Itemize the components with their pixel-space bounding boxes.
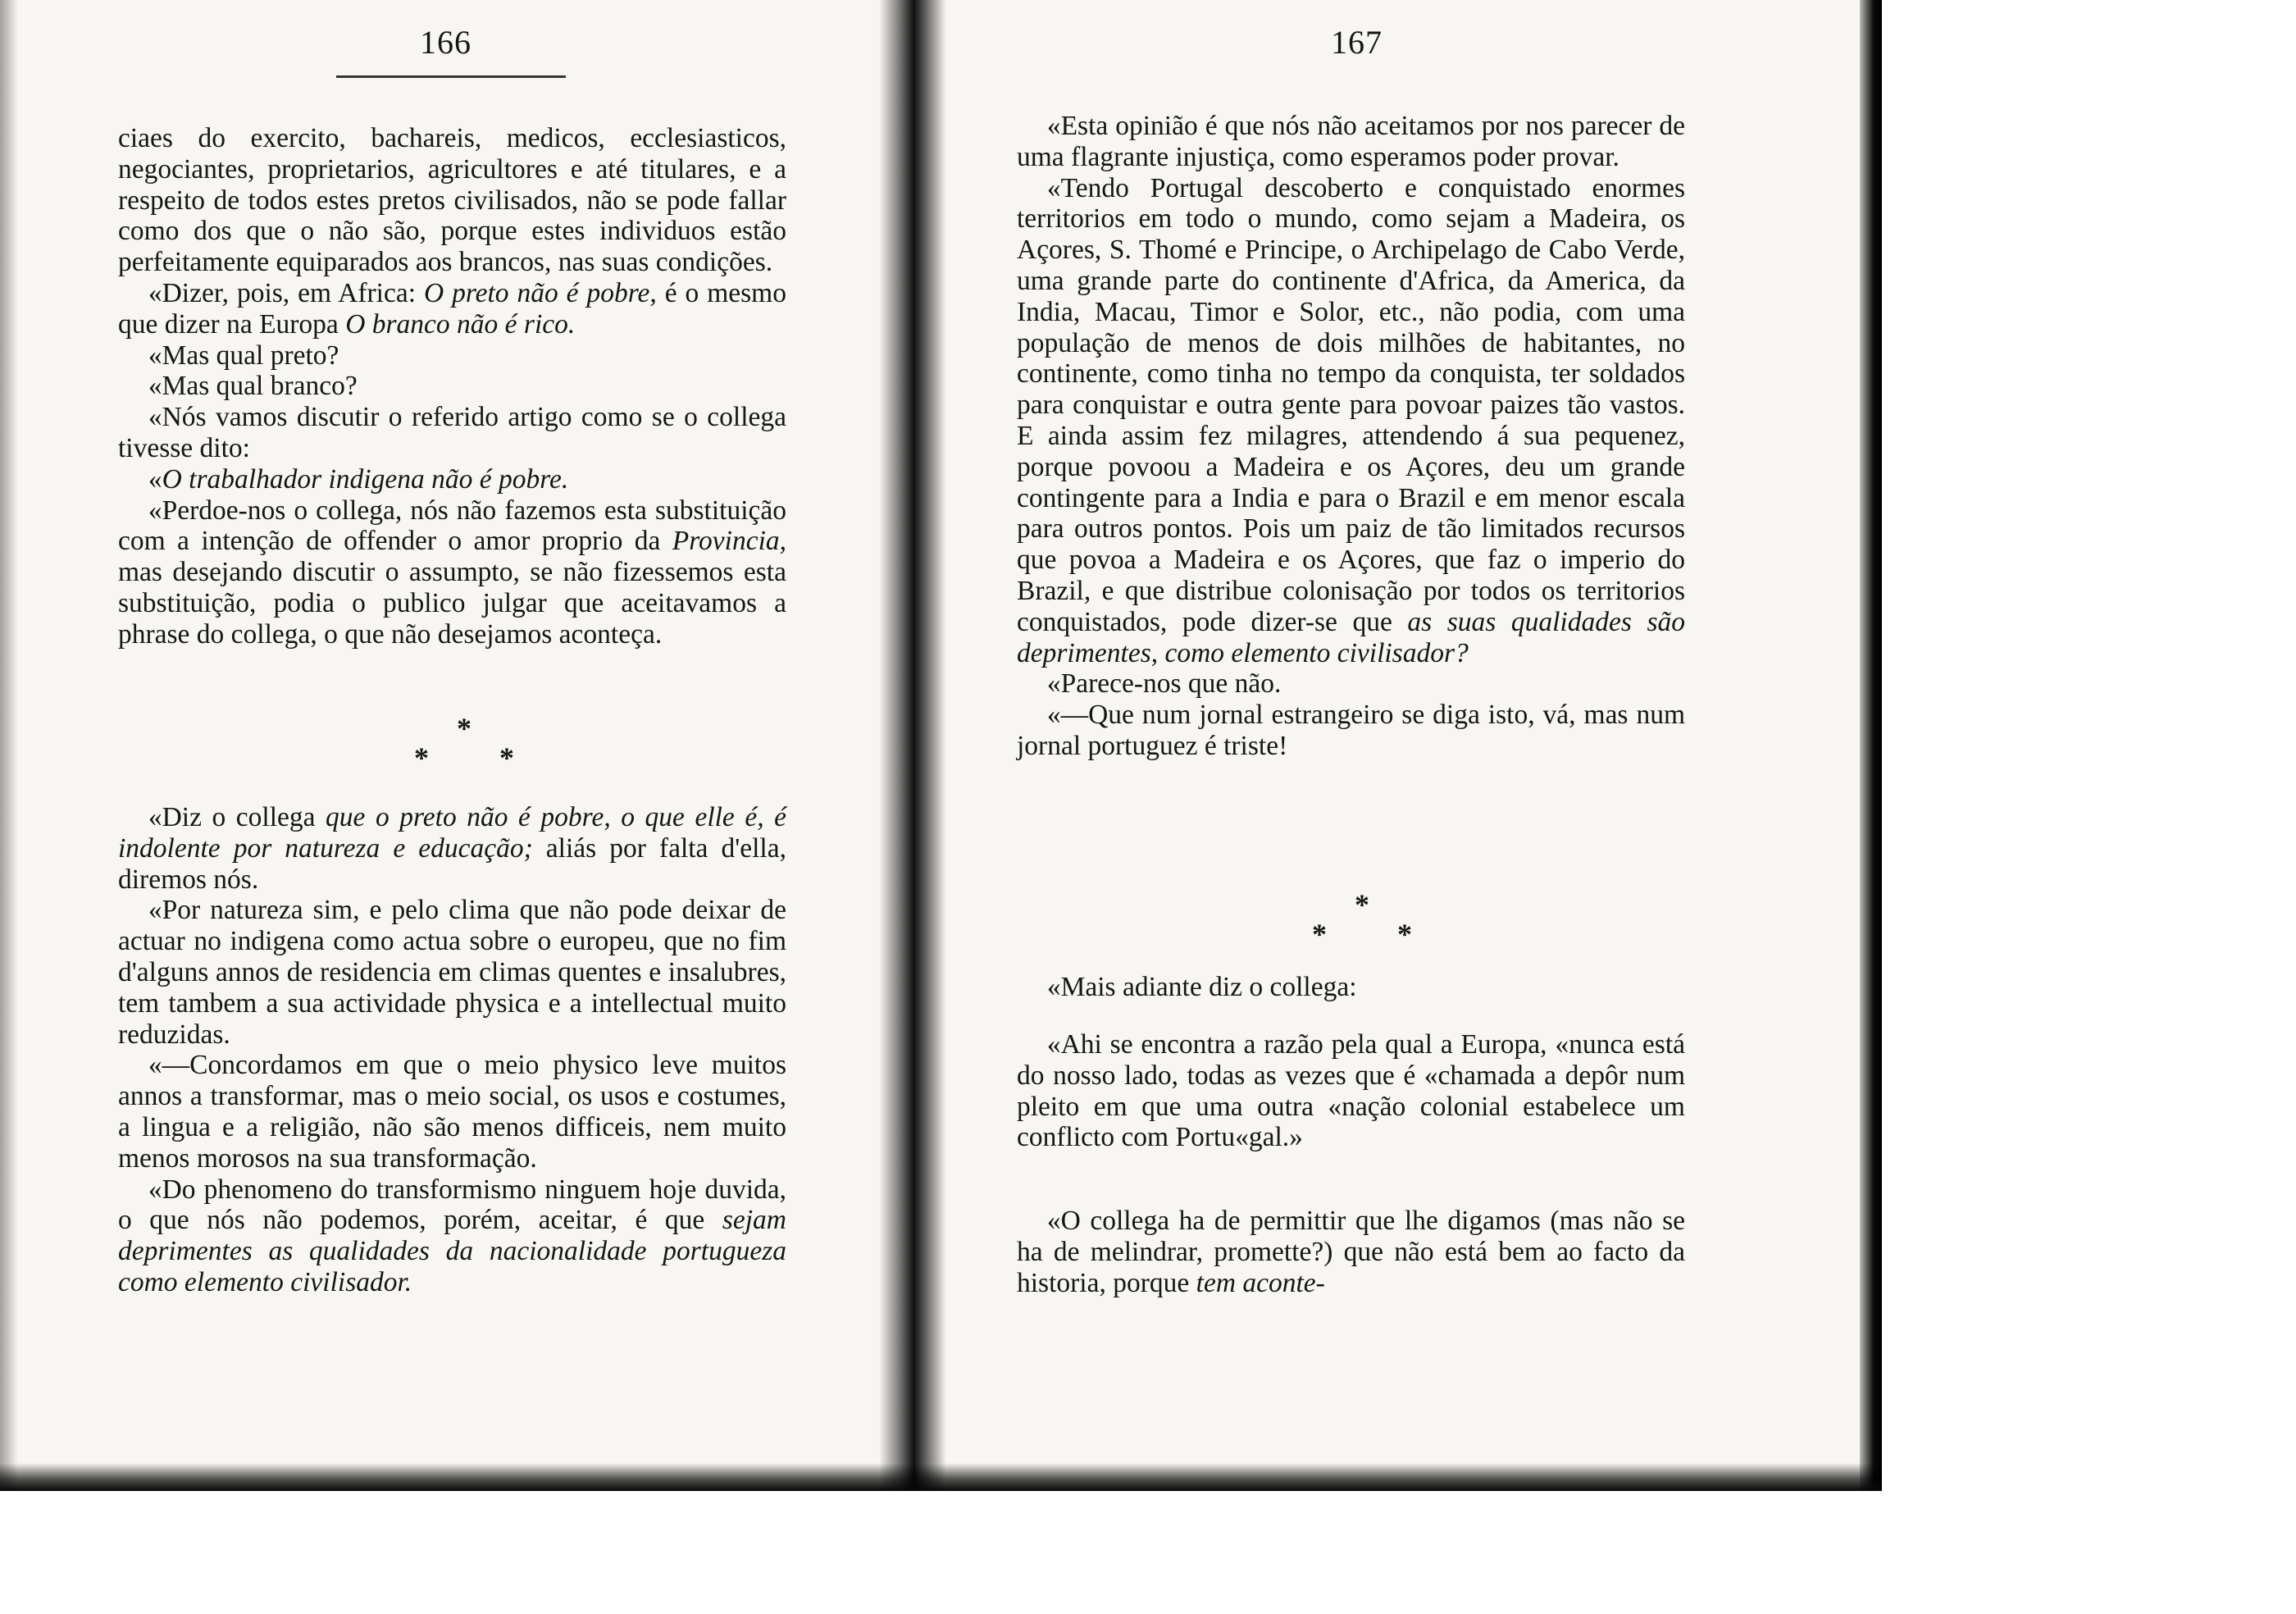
paragraph-text: «O collega ha de permittir que lhe digamos (mas não se ha de melindrar, promette?) que não está bem ao facto da historia, porque — [1017, 1206, 1685, 1298]
paragraph-text: «—Que num jornal estrangeiro se diga isto, vá, mas num jornal portuguez é triste! — [1017, 700, 1685, 761]
text-block-upper — [1017, 111, 1685, 762]
paragraph-text: aliás por falta d'ella, diremos nós. — [118, 832, 786, 895]
italic-phrase: O preto não é pobre, — [423, 277, 657, 308]
italic-phrase: que o preto não é pobre, o que elle é, é indolente por natureza e educação; — [118, 802, 786, 864]
paragraph — [1017, 668, 1685, 700]
paragraph — [118, 802, 786, 895]
text-block-quote-intro — [1017, 972, 1685, 1003]
paragraph-text: «Mas qual branco? — [148, 371, 358, 402]
paragraph — [118, 340, 786, 372]
paragraph-text: «Mais adiante diz o collega: — [1046, 972, 1357, 1002]
italic-phrase: tem aconte- — [1196, 1267, 1325, 1298]
paragraph-text: «—Concordamos em que o meio physico leve muitos annos a transformar, mas o meio social, os usos e costumes, a lingua e a religião, não são menos difficeis, nem muito menos morosos na sua transformação. — [118, 1050, 786, 1174]
paragraph — [118, 464, 786, 495]
paragraph — [118, 402, 786, 464]
paragraph-text: é o mesmo que dizer na Europa — [118, 277, 786, 340]
italic-phrase: as suas qualidades são deprimentes, como elemento civilisador? — [1017, 606, 1685, 668]
paragraph — [118, 1050, 786, 1174]
paragraph — [1017, 1206, 1685, 1298]
paragraph-text: « — [148, 463, 162, 495]
paragraph-text: «Tendo Portugal descoberto e conquistado enormes territorios em todo o mundo, como sejam a Madeira, os Açores, S. Thomé e Principe, o Archipelago de Cabo Verde, uma grande parte do continente d'Africa, da America, da India, Macau, Timor e Solor, etc., não podia, com uma população de menos de dois milhões de habitantes, no continente, como tinha no tempo da conquista, ter soldados para conquistar e outra gente para povoar paizes tão vastos. E ainda assim fez milagres, attendendo á sua pequenez, porque povoou a Madeira e os Açores, deu um grande contingente para a India e para o Brazil e em menor escala para outros pontos. Pois um paiz de tão limitados recursos que povoa a Madeira e os Açores, que faz o imperio do Brazil, e que distribue colonisação por todos os territorios conquistados, pode dizer-se que — [1017, 172, 1685, 637]
paragraph-text: «Perdoe-nos o collega, nós não fazemos esta substituição com a intenção de offender o amor proprio da — [118, 495, 786, 557]
paragraph — [1017, 972, 1685, 1003]
header-rule — [336, 75, 566, 78]
text-block-lower — [118, 802, 786, 1298]
paragraph-text: «Ahi se encontra a razão pela qual a Europa, «nunca está do nosso lado, todas as vezes que é «chamada a depôr num pleito em que uma outra «nação colonial estabelece um conflicto com Portu«gal.» — [1017, 1029, 1685, 1153]
paragraph-text: «Do phenomeno do transformismo ninguem hoje duvida, o que nós não podemos, porém, aceitar, é que — [118, 1174, 786, 1236]
italic-phrase: O trabalhador indigena não é pobre. — [162, 463, 569, 495]
paragraph-text: ciaes do exercito, bachareis, medicos, ecclesiasticos, negociantes, proprietarios, agricultores e até titulares, e a respeito de todos estes pretos civilisados, não se pode fallar como dos que o não são, porque estes individuos estão perfeitamente equiparados aos brancos, nas suas condições. — [118, 123, 786, 278]
left-page: 166 ciaes do exercito, bachareis, medicos, ecclesiasticos, negociantes, proprietarios, agricultores e até titulares, e a respeito de todos estes pretos civilisados, não se pode fallar como dos que o não são, porque estes individuos estão perfeitamente equiparados aos brancos, nas suas condições. «Dizer, pois, em Africa: O preto não é pobre, é o mesmo que dizer na Europa O branco não é rico. «Mas qual preto? «Mas qual branco? «Nós vamos discutir o referido artigo como se o collega tivesse dito: «O trabalhador indigena não é pobre. «Perdoe-nos o collega, nós não fazemos esta substituição com a intenção de offender o amor proprio da Provincia, mas desejando discutir o assumpto, se não fizessemos esta substituição, podia o publico julgar que aceitavamos a phrase do collega, o que não desejamos aconteça. * * * «Diz o collega que o preto não é pobre, o que elle é, é indolente por natureza e educação; aliás por falta d'ella, diremos nós. «Por natureza sim, e pelo clima que não pode deixar de actuar no indigena como actua sobre o europeu, que no fim d'alguns annos de residencia em climas quentes e insalubres, tem tambem a sua actividade physica e a intellectual muito reduzidas. «—Concordamos em que o meio physico leve muitos annos a transformar, mas o meio social, os usos e costumes, a lingua e a religião, não são menos difficeis, nem muito menos morosos na sua transformação. «Do phenomeno do transformismo ninguem hoje duvida, o que nós não podemos, porém, aceitar, é que sejam deprimentes as qualidades da nacionalidade portugueza como elemento civilisador. — [118, 24, 786, 1297]
paragraph — [118, 278, 786, 340]
paragraph — [118, 895, 786, 1050]
paragraph — [118, 123, 786, 278]
paragraph — [1017, 700, 1685, 762]
paragraph-text: mas desejando discutir o assumpto, se não fizessemos esta substituição, podia o publico julgar que aceitavamos a phrase do collega, o que não desejamos aconteça. — [118, 557, 786, 650]
paragraph — [118, 495, 786, 650]
paragraph — [1017, 1029, 1685, 1153]
italic-phrase: Provincia, — [672, 526, 786, 557]
text-block-lower — [1017, 1206, 1685, 1298]
paragraph — [1017, 173, 1685, 669]
paragraph-text: «Por natureza sim, e pelo clima que não pode deixar de actuar no indigena como actua sobre o europeu, que no fim d'alguns annos de residencia em climas quentes e insalubres, tem tambem a sua actividade physica e a intellectual muito reduzidas. — [118, 895, 786, 1050]
right-page: 167 «Esta opinião é que nós não aceitamos por nos parecer de uma flagrante injustiça, como esperamos poder provar. «Tendo Portugal descoberto e conquistado enormes territorios em todo o mundo, como sejam a Madeira, os Açores, S. Thomé e Principe, o Archipelago de Cabo Verde, uma grande parte do continente d'Africa, da America, da India, Macau, Timor e Solor, etc., não podia, com uma população de menos de dois milhões de habitantes, no continente, como tinha no tempo da conquista, ter soldados para conquistar e outra gente para povoar paizes tão vastos. E ainda assim fez milagres, attendendo á sua pequenez, porque povoou a Madeira e os Açores, deu um grande contingente para a India e para o Brazil e em menor escala para outros pontos. Pois um paiz de tão limitados recursos que povoa a Madeira e os Açores, que faz o imperio do Brazil, e que distribue colonisação por todos os territorios conquistados, pode dizer-se que as suas qualidades são deprimentes, como elemento civilisador? «Parece-nos que não. «—Que num jornal estrangeiro se diga isto, vá, mas num jornal portuguez é triste! * * * «Mais adiante diz o collega: «Ahi se encontra a razão pela qual a Europa, «nunca está do nosso lado, todas as vezes que é «chamada a depôr num pleito em que uma outra «nação colonial estabelece um conflicto com Portu«gal.» «O collega ha de permittir que lhe digamos (mas não se ha de melindrar, promette?) que não está bem ao facto da historia, porque tem aconte- — [1017, 24, 1685, 1298]
text-block-upper — [118, 123, 786, 650]
paragraph-text: «Mas qual preto? — [148, 340, 339, 371]
italic-phrase: O branco não é rico. — [345, 308, 576, 340]
paragraph-text: «Parece-nos que não. — [1046, 668, 1282, 700]
paragraph — [1017, 111, 1685, 173]
paragraph — [118, 1174, 786, 1298]
page-number: 166 — [420, 24, 472, 61]
paragraph-text: «Diz o collega — [148, 802, 326, 832]
paragraph — [118, 371, 786, 402]
paragraph-text: «Esta opinião é que nós não aceitamos por nos parecer de uma flagrante injustiça, como esperamos poder provar. — [1017, 111, 1685, 172]
italic-phrase: sejam deprimentes as qualidades da nacionalidade portugueza como elemento civilisador. — [118, 1205, 786, 1297]
paragraph-text: «Dizer, pois, em Africa: — [148, 277, 424, 308]
paragraph-text: «Nós vamos discutir o referido artigo como se o collega tivesse dito: — [118, 402, 786, 463]
page-number: 167 — [1331, 24, 1383, 61]
text-block-quote — [1017, 1029, 1685, 1153]
